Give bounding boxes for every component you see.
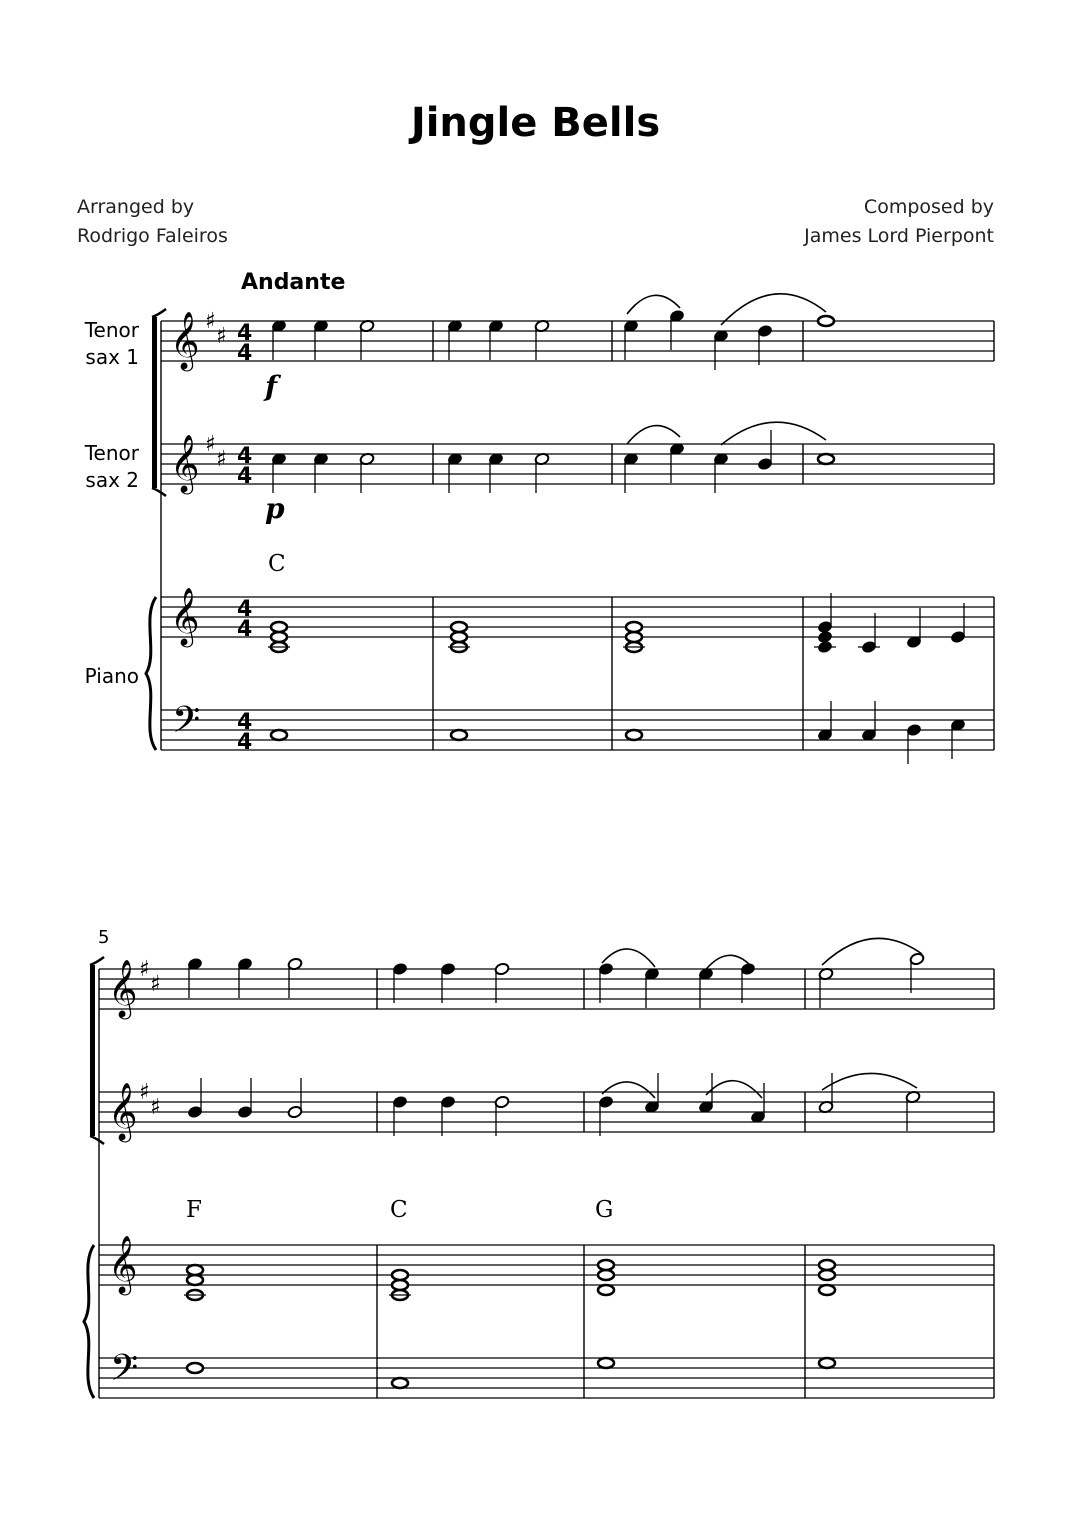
instrument-label-sax1-line2: sax 1 (85, 345, 139, 369)
treble-clef-icon: 𝄞 (170, 311, 200, 369)
treble-clef-icon: 𝄞 (170, 587, 200, 645)
whole-note (187, 1363, 203, 1373)
instrument-label-piano: Piano (84, 664, 139, 688)
whole-note (451, 622, 467, 632)
sharp-icon: ♯ (139, 957, 150, 982)
time-signature-denominator: 4 (237, 617, 253, 642)
group-bracket-cap (152, 488, 166, 496)
time-signature-numerator: 4 (237, 710, 253, 735)
instrument-label-sax2-line1: Tenor (84, 441, 139, 465)
whole-note (187, 1265, 203, 1275)
group-bracket (152, 317, 157, 488)
sharp-icon: ♯ (205, 309, 216, 334)
slur (627, 426, 680, 444)
piece-title: Jingle Bells (410, 100, 661, 146)
chord-symbol: F (186, 1197, 202, 1223)
instrument-label-sax2-line2: sax 2 (85, 468, 139, 492)
treble-clef-icon: 𝄞 (170, 434, 200, 492)
whole-note (451, 730, 467, 740)
time-signature-denominator: 4 (237, 464, 253, 489)
bass-clef-icon: 𝄢 (110, 1347, 139, 1398)
slur (706, 1081, 762, 1098)
whole-note (819, 1358, 835, 1368)
group-bracket-cap (152, 309, 166, 317)
treble-clef-icon: 𝄞 (108, 959, 138, 1017)
group-bracket-cap (90, 957, 104, 965)
slur (822, 938, 922, 965)
group-bracket (90, 965, 95, 1136)
treble-clef-icon: 𝄞 (108, 1235, 138, 1293)
sharp-icon: ♯ (216, 447, 227, 472)
whole-note (598, 1270, 614, 1280)
whole-note (626, 622, 642, 632)
tempo-marking: Andante (241, 270, 346, 295)
notation-layer (84, 294, 994, 1398)
whole-note (818, 454, 834, 464)
chord-symbol: C (268, 551, 286, 577)
measure-number: 5 (98, 927, 110, 948)
whole-note (271, 622, 287, 632)
whole-note (187, 1275, 203, 1285)
whole-note (271, 632, 287, 642)
time-signature-numerator: 4 (237, 444, 253, 469)
time-signature-numerator: 4 (237, 597, 253, 622)
whole-note (818, 316, 834, 326)
whole-note (626, 730, 642, 740)
composer-name: James Lord Pierpont (804, 225, 994, 247)
whole-note (392, 1270, 408, 1280)
whole-note (598, 1358, 614, 1368)
whole-note (598, 1260, 614, 1270)
time-signature-denominator: 4 (237, 341, 253, 366)
sharp-icon: ♯ (139, 1080, 150, 1105)
chord-symbol: G (595, 1197, 614, 1223)
whole-note (598, 1285, 614, 1295)
whole-note (451, 632, 467, 642)
piano-brace (146, 597, 156, 750)
bass-clef-icon: 𝄢 (172, 699, 201, 750)
sharp-icon: ♯ (205, 432, 216, 457)
whole-note (271, 730, 287, 740)
whole-note (819, 1260, 835, 1270)
piano-brace (84, 1245, 94, 1398)
sharp-icon: ♯ (216, 324, 227, 349)
slur (721, 294, 826, 325)
dynamic-sax1: f (265, 370, 278, 403)
group-bracket-cap (90, 1136, 104, 1144)
dynamic-sax2: p (265, 492, 285, 525)
sharp-icon: ♯ (150, 972, 161, 997)
slur (627, 295, 680, 314)
whole-note (819, 1285, 835, 1295)
composed-by-label: Composed by (863, 196, 994, 218)
arranged-by-label: Arranged by (77, 196, 195, 218)
sharp-icon: ♯ (150, 1095, 161, 1120)
treble-clef-icon: 𝄞 (108, 1082, 138, 1140)
whole-note (626, 632, 642, 642)
slur (602, 1082, 655, 1098)
arranger-name: Rodrigo Faleiros (77, 225, 228, 247)
time-signature-denominator: 4 (237, 730, 253, 755)
instrument-label-sax1-line1: Tenor (84, 318, 139, 342)
time-signature-numerator: 4 (237, 321, 253, 346)
slur (822, 1073, 917, 1090)
whole-note (392, 1280, 408, 1290)
chord-symbol: C (390, 1197, 408, 1223)
whole-note (819, 1270, 835, 1280)
whole-note (392, 1378, 408, 1388)
slur (721, 422, 826, 445)
